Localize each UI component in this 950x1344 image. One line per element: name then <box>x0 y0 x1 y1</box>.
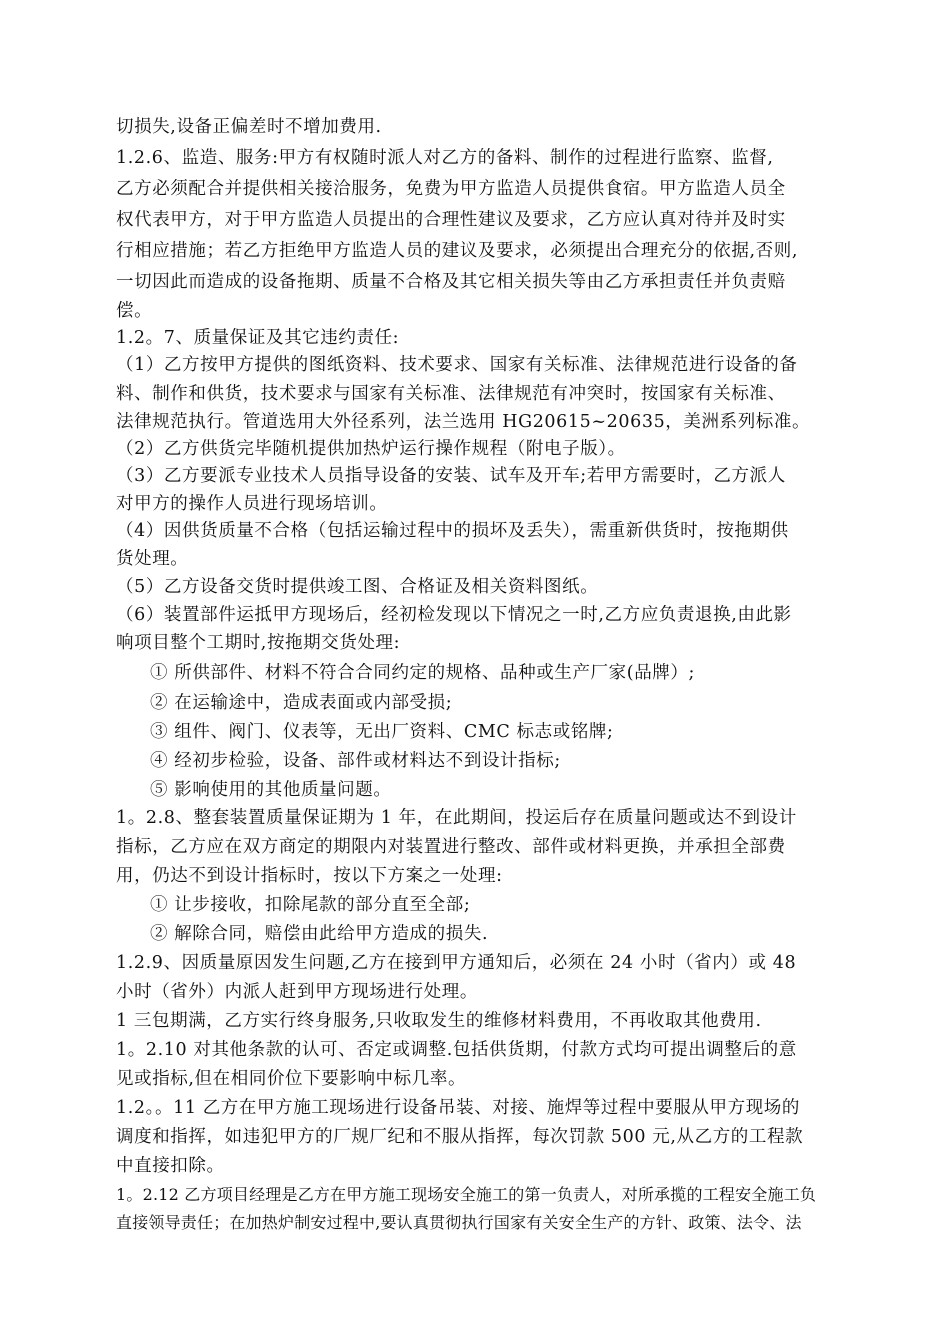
text-line: （1）乙方按甲方提供的图纸资料、技术要求、国家有关标准、法律规范进行设备的备 <box>116 355 798 375</box>
text-line: 直接领导责任；在加热炉制安过程中,要认真贯彻执行国家有关安全生产的方针、政策、法令、法 <box>116 1213 802 1232</box>
text-line: 见或指标,但在相同价位下要影响中标几率。 <box>116 1069 467 1089</box>
list-item: ① 让步接收，扣除尾款的部分直至全部; <box>150 895 471 915</box>
text-line: （5）乙方设备交货时提供竣工图、合格证及相关资料图纸。 <box>116 577 599 597</box>
clause-1-2-11-heading: 1.2。。11 乙方在甲方施工现场进行设备吊装、对接、施焊等过程中要服从甲方现场的 <box>116 1098 801 1118</box>
text-line: 1 三包期满，乙方实行终身服务,只收取发生的维修材料费用，不再收取其他费用. <box>116 1011 762 1031</box>
text-line: （6）装置部件运抵甲方现场后，经初检发现以下情况之一时,乙方应负责退换,由此影 <box>116 605 792 625</box>
clause-1-2-6-heading: 1.2.6、监造、服务:甲方有权随时派人对乙方的备料、制作的过程进行监察、监督, <box>116 148 774 168</box>
text-line: （2）乙方供货完毕随机提供加热炉运行操作规程（附电子版）。 <box>116 439 626 459</box>
list-item: ⑤ 影响使用的其他质量问题。 <box>150 780 392 800</box>
text-line: 中直接扣除。 <box>116 1156 225 1176</box>
text-line: 用，仍达不到设计指标时，按以下方案之一处理: <box>116 866 503 886</box>
text-line: 权代表甲方，对于甲方监造人员提出的合理性建议及要求，乙方应认真对待并及时实 <box>116 210 786 230</box>
list-item: ① 所供部件、材料不符合合同约定的规格、品种或生产厂家(品牌）; <box>150 663 695 683</box>
text-line: 指标，乙方应在双方商定的期限内对装置进行整改、部件或材料更换，并承担全部费 <box>116 837 786 857</box>
text-line: 货处理。 <box>116 549 189 569</box>
clause-1-2-8-heading: 1。2.8、整套装置质量保证期为 1 年，在此期间，投运后存在质量问题或达不到设计 <box>116 808 797 828</box>
clause-1-2-9-heading: 1.2.9、因质量原因发生问题,乙方在接到甲方通知后，必须在 24 小时（省内）或 48 <box>116 953 797 973</box>
text-line: 行相应措施；若乙方拒绝甲方监造人员的建议及要求，必须提出合理充分的依据,否则, <box>116 241 799 261</box>
list-item: ② 解除合同，赔偿由此给甲方造成的损失. <box>150 924 489 944</box>
clause-1-2-7-heading: 1.2。7、质量保证及其它违约责任: <box>116 328 400 348</box>
text-line: 对甲方的操作人员进行现场培训。 <box>116 494 388 514</box>
text-line: 小时（省外）内派人赶到甲方现场进行处理。 <box>116 982 478 1002</box>
clause-1-2-10-heading: 1。2.10 对其他条款的认可、否定或调整.包括供货期，付款方式均可提出调整后的意 <box>116 1040 797 1060</box>
text-line: （3）乙方要派专业技术人员指导设备的安装、试车及开车;若甲方需要时，乙方派人 <box>116 466 786 486</box>
text-line: 调度和指挥，如违犯甲方的厂规厂纪和不服从指挥，每次罚款 500 元,从乙方的工程款 <box>116 1127 804 1147</box>
text-line: 响项目整个工期时,按拖期交货处理: <box>116 633 401 653</box>
clause-1-2-12-heading: 1。2.12 乙方项目经理是乙方在甲方施工现场安全施工的第一负责人，对所承揽的工程安全施工负 <box>116 1185 817 1204</box>
text-line: 法律规范执行。管道选用大外径系列，法兰选用 HG20615~20635，美洲系列标准。 <box>116 412 811 432</box>
list-item: ④ 经初步检验，设备、部件或材料达不到设计指标; <box>150 751 561 771</box>
text-line: 偿。 <box>116 301 153 321</box>
text-line: 料、制作和供货，技术要求与国家有关标准、法律规范有冲突时，按国家有关标准、 <box>116 384 786 404</box>
text-line: （4）因供货质量不合格（包括运输过程中的损坏及丢失），需重新供货时，按拖期供 <box>116 521 789 541</box>
text-line: 一切因此而造成的设备拖期、质量不合格及其它相关损失等由乙方承担责任并负责赔 <box>116 272 786 292</box>
list-item: ② 在运输途中，造成表面或内部受损; <box>150 693 453 713</box>
text-line: 乙方必须配合并提供相关接洽服务，免费为甲方监造人员提供食宿。甲方监造人员全 <box>116 179 786 199</box>
list-item: ③ 组件、阀门、仪表等，无出厂资料、CMC 标志或铭牌; <box>150 722 614 742</box>
text-line: 切损失,设备正偏差时不增加费用. <box>116 117 382 137</box>
